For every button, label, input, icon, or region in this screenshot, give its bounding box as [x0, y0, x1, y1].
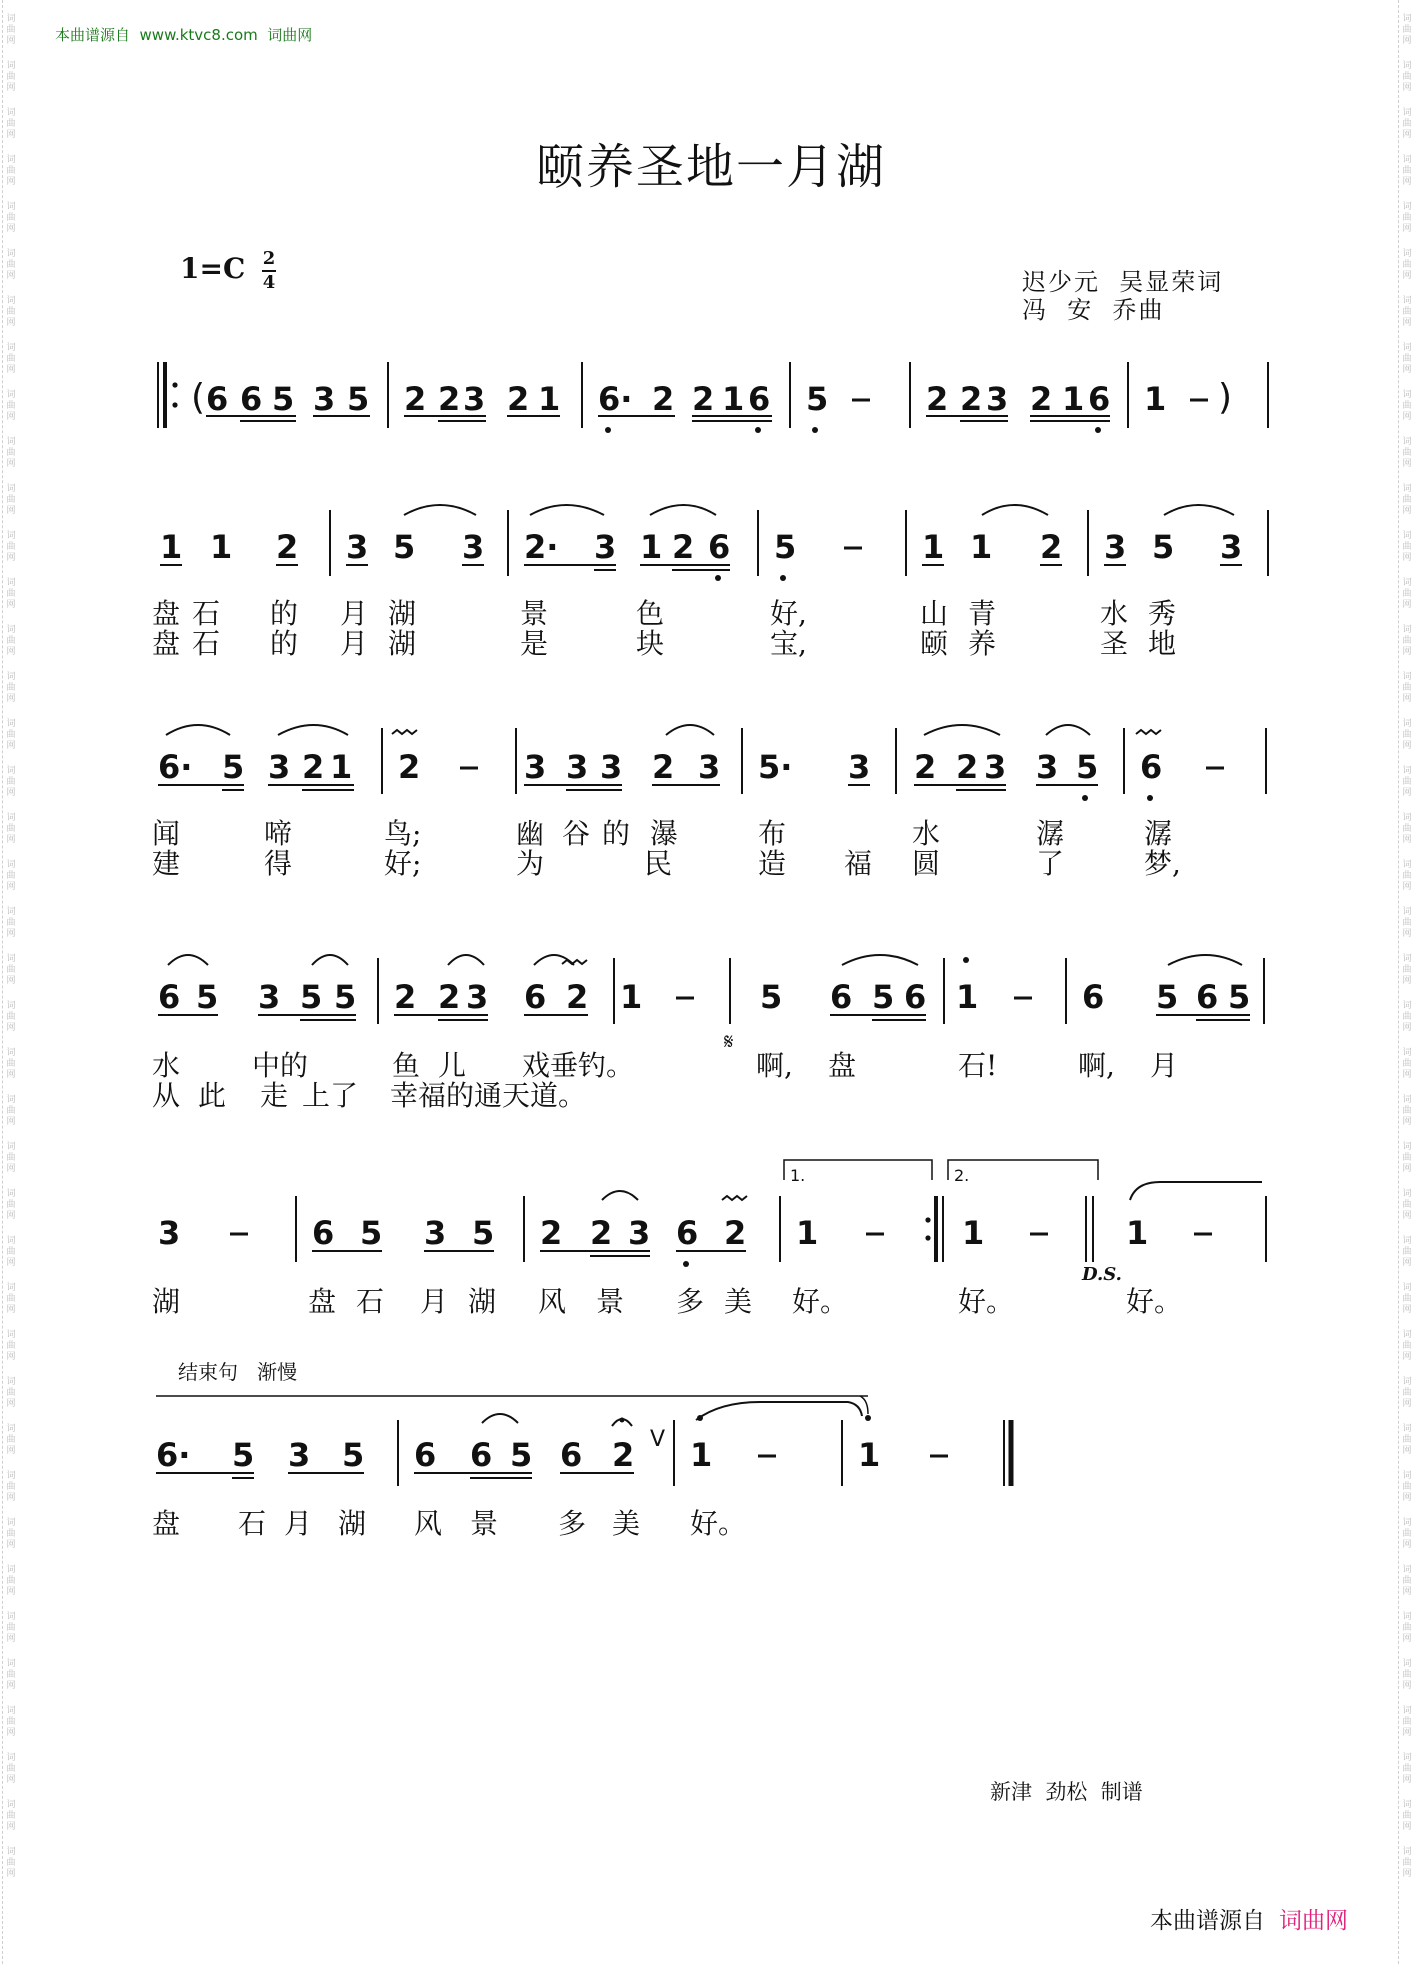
- lyric: 梦,: [1144, 847, 1181, 880]
- source-footer: [1150, 1902, 1348, 1935]
- watermark-text: 词曲网: [6, 1424, 16, 1456]
- lyric: 景: [470, 1507, 499, 1540]
- watermark-text: 词曲网: [6, 1753, 16, 1785]
- lyric: 风: [538, 1285, 567, 1318]
- watermark-text: 词曲网: [6, 578, 16, 610]
- svg-text:1: 1: [160, 528, 183, 566]
- lyric: 月: [340, 627, 369, 660]
- composer-credit: 冯 安 乔曲: [1022, 296, 1165, 324]
- svg-text:5: 5: [300, 978, 323, 1016]
- watermark-text: 词曲网: [1402, 155, 1412, 187]
- svg-text:2: 2: [914, 748, 937, 786]
- svg-text:1: 1: [330, 748, 353, 786]
- lyric: 幸福的通天道。: [390, 1079, 587, 1112]
- watermark-text: 词曲网: [1402, 1706, 1412, 1738]
- lyric: 造: [758, 847, 787, 880]
- svg-text:5: 5: [393, 528, 416, 566]
- svg-text:1: 1: [1126, 1214, 1149, 1252]
- watermark-text: 词曲网: [6, 1236, 16, 1268]
- watermark-text: 词曲网: [6, 672, 16, 704]
- svg-text:2: 2: [960, 380, 983, 418]
- lyric: 水: [152, 1049, 181, 1082]
- watermark-text: 词曲网: [6, 155, 16, 187]
- svg-text:2: 2: [724, 1214, 747, 1252]
- lyric: 闻: [152, 817, 181, 850]
- svg-text:3: 3: [848, 748, 871, 786]
- lyric: 是: [520, 627, 549, 660]
- watermark-text: 词曲网: [6, 531, 16, 563]
- watermark-text: 词曲网: [6, 1283, 16, 1315]
- lyric: 的: [602, 817, 631, 850]
- key-signature: 1=C: [180, 252, 246, 285]
- watermark-text: 词曲网: [1402, 202, 1412, 234]
- svg-text:2: 2: [692, 380, 715, 418]
- watermark-text: 词曲网: [1402, 1189, 1412, 1221]
- svg-text:1: 1: [970, 528, 993, 566]
- watermark-text: 词曲网: [6, 108, 16, 140]
- lyric: 福: [844, 847, 873, 880]
- lyric: 湖: [388, 597, 417, 630]
- score-line-1: [158, 362, 1268, 433]
- score-line-6: [156, 1396, 1011, 1486]
- svg-text:5: 5: [806, 380, 829, 418]
- svg-text:2: 2: [1030, 380, 1053, 418]
- lyric: 盘: [828, 1049, 857, 1082]
- svg-text:5: 5: [1152, 528, 1175, 566]
- watermark-text: 词曲网: [1402, 672, 1412, 704]
- watermark-text: 词曲网: [1402, 625, 1412, 657]
- watermark-text: 词曲网: [1402, 954, 1412, 986]
- score-line-4: [158, 955, 1264, 1024]
- page-title: 颐养圣地一月湖: [535, 139, 886, 195]
- source-header: 本曲谱源自 www.ktvc8.com 词曲网: [55, 26, 313, 44]
- watermark-text: 词曲网: [6, 1706, 16, 1738]
- lyric: 湖: [152, 1285, 181, 1318]
- svg-text:1: 1: [1144, 380, 1167, 418]
- lyric: 好。: [792, 1285, 849, 1318]
- lyric: 盘: [308, 1285, 337, 1318]
- watermark-text: 词曲网: [1402, 343, 1412, 375]
- svg-text:1: 1: [210, 528, 233, 566]
- lyric: 了: [1036, 847, 1065, 880]
- lyric: 好,: [770, 597, 807, 630]
- score-line-5: [158, 1160, 1266, 1267]
- watermark-text: 词曲网: [6, 1565, 16, 1597]
- lyric: 盘: [152, 1507, 181, 1540]
- watermark-text: 词曲网: [6, 766, 16, 798]
- svg-text:1: 1: [640, 528, 663, 566]
- svg-text:2·: 2·: [524, 528, 559, 566]
- svg-text:3: 3: [158, 1214, 181, 1252]
- source-footer-site[interactable]: 词曲网: [1279, 1908, 1348, 1934]
- svg-text:(: (: [191, 377, 206, 418]
- lyric: 鱼: [392, 1049, 421, 1082]
- watermark-text: 词曲网: [1402, 1659, 1412, 1691]
- svg-text:1: 1: [858, 1436, 881, 1474]
- lyric: 儿: [438, 1049, 467, 1082]
- svg-text:6: 6: [1140, 748, 1163, 786]
- lyric: 戏垂钓。: [522, 1049, 635, 1082]
- watermark-text: 词曲网: [6, 625, 16, 657]
- lyric: 谷: [562, 817, 591, 850]
- svg-text:3: 3: [346, 528, 369, 566]
- svg-text:3: 3: [466, 978, 489, 1016]
- svg-text:3: 3: [462, 528, 485, 566]
- lyric: 走: [260, 1079, 289, 1112]
- svg-text:3: 3: [1036, 748, 1059, 786]
- lyric: 美: [612, 1507, 641, 1540]
- lyric: 宝,: [770, 627, 807, 660]
- svg-text:2: 2: [612, 1436, 635, 1474]
- svg-text:3: 3: [986, 380, 1009, 418]
- svg-text:3: 3: [1104, 528, 1127, 566]
- lyric: 湖: [338, 1507, 367, 1540]
- lyric: 山: [920, 597, 949, 630]
- svg-text:5: 5: [360, 1214, 383, 1252]
- lyric: 潺: [1144, 817, 1173, 850]
- svg-text:6: 6: [414, 1436, 437, 1474]
- svg-text:6: 6: [524, 978, 547, 1016]
- watermark-text: 词曲网: [6, 1612, 16, 1644]
- lyric: 鸟;: [384, 817, 422, 850]
- svg-text:5: 5: [347, 380, 370, 418]
- lyric: 啊,: [1078, 1049, 1115, 1082]
- svg-text:6·: 6·: [158, 748, 193, 786]
- svg-text:5: 5: [1156, 978, 1179, 1016]
- lyric: 好。: [690, 1507, 747, 1540]
- lyric: 颐: [920, 627, 949, 660]
- lyric: 地: [1148, 627, 1177, 660]
- watermark-text: 词曲网: [6, 1189, 16, 1221]
- svg-text:2: 2: [590, 1214, 613, 1252]
- lyric: 幽: [516, 817, 545, 850]
- svg-text:5: 5: [510, 1436, 533, 1474]
- lyric: 民: [644, 847, 673, 880]
- lyric: 块: [636, 627, 665, 660]
- arranger-credit: 新津 劲松 制谱: [990, 1780, 1143, 1804]
- svg-text:1: 1: [620, 978, 643, 1016]
- second-ending-label: 2.: [954, 1166, 970, 1185]
- lyric: 好。: [1126, 1285, 1183, 1318]
- lyric: 水: [1100, 597, 1129, 630]
- svg-text:5: 5: [342, 1436, 365, 1474]
- svg-text:6·: 6·: [156, 1436, 191, 1474]
- lyric: 月: [340, 597, 369, 630]
- watermark-text: 词曲网: [1402, 860, 1412, 892]
- lyricist-credit: 迟少元 吴显荣词: [1022, 268, 1224, 296]
- lyric: 盘: [152, 627, 181, 660]
- svg-text:2: 2: [652, 380, 675, 418]
- lyric: 石: [192, 597, 221, 630]
- svg-text:3: 3: [594, 528, 617, 566]
- lyric: 风: [414, 1507, 443, 1540]
- svg-text:2: 2: [394, 978, 417, 1016]
- svg-text:3: 3: [424, 1214, 447, 1252]
- watermark-text: 词曲网: [1402, 390, 1412, 422]
- watermark-text: 词曲网: [6, 437, 16, 469]
- watermark-text: 词曲网: [1402, 1518, 1412, 1550]
- svg-text:5: 5: [196, 978, 219, 1016]
- watermark-text: 词曲网: [6, 61, 16, 93]
- svg-text:6: 6: [904, 978, 927, 1016]
- lyric: 色: [636, 597, 665, 630]
- watermark-text: 词曲网: [6, 1048, 16, 1080]
- watermark-text: 词曲网: [6, 1142, 16, 1174]
- watermark-text: 词曲网: [1402, 578, 1412, 610]
- watermark-text: 词曲网: [1402, 1565, 1412, 1597]
- watermark-text: 词曲网: [1402, 484, 1412, 516]
- svg-text:3: 3: [313, 380, 336, 418]
- svg-text:2: 2: [566, 978, 589, 1016]
- svg-text:1: 1: [722, 380, 745, 418]
- svg-text:2: 2: [276, 528, 299, 566]
- svg-text:6: 6: [206, 380, 229, 418]
- lyric: 从: [152, 1079, 181, 1112]
- watermark-text: 词曲网: [1402, 719, 1412, 751]
- svg-text:2: 2: [398, 748, 421, 786]
- watermark-text: 词曲网: [6, 249, 16, 281]
- lyric: 月: [420, 1285, 449, 1318]
- watermark-text: 词曲网: [1402, 1330, 1412, 1362]
- svg-text:5: 5: [334, 978, 357, 1016]
- svg-text:6: 6: [830, 978, 853, 1016]
- watermark-text: 词曲网: [1402, 1612, 1412, 1644]
- lyric: 圆: [912, 847, 941, 880]
- watermark-text: 词曲网: [6, 1330, 16, 1362]
- svg-text:5: 5: [222, 748, 245, 786]
- svg-text:3: 3: [524, 748, 547, 786]
- svg-text:3: 3: [268, 748, 291, 786]
- lyric: 布: [758, 817, 787, 850]
- svg-text:5: 5: [760, 978, 783, 1016]
- watermark-text: 词曲网: [1402, 296, 1412, 328]
- lyric: 为: [516, 847, 545, 880]
- watermark-text: 词曲网: [6, 860, 16, 892]
- svg-text:2: 2: [438, 380, 461, 418]
- watermark-text: 词曲网: [1402, 14, 1412, 46]
- watermark-text: 词曲网: [6, 484, 16, 516]
- lyric: 石: [356, 1285, 385, 1318]
- watermark-text: 词曲网: [1402, 1236, 1412, 1268]
- svg-text:5: 5: [232, 1436, 255, 1474]
- watermark-text: 词曲网: [6, 1518, 16, 1550]
- svg-text:2: 2: [438, 978, 461, 1016]
- lyric: 多: [676, 1285, 705, 1318]
- svg-text:6·: 6·: [598, 380, 633, 418]
- svg-text:2: 2: [672, 528, 695, 566]
- watermark-text: 词曲网: [6, 202, 16, 234]
- lyric: 好;: [384, 847, 422, 880]
- lyric: 啊,: [756, 1049, 793, 1082]
- dal-segno-mark: D.S.: [1082, 1264, 1122, 1285]
- lyric: 建: [152, 847, 181, 880]
- svg-text:5: 5: [1076, 748, 1099, 786]
- watermark-text: 词曲网: [1402, 1142, 1412, 1174]
- score-line-3: [158, 725, 1266, 801]
- svg-text:3: 3: [463, 380, 486, 418]
- svg-text:5: 5: [472, 1214, 495, 1252]
- svg-text:6: 6: [312, 1214, 335, 1252]
- svg-text:2: 2: [956, 748, 979, 786]
- svg-text:5: 5: [774, 528, 797, 566]
- svg-text:3: 3: [600, 748, 623, 786]
- watermark-text: 词曲网: [6, 1377, 16, 1409]
- lyric: 湖: [468, 1285, 497, 1318]
- svg-text:1: 1: [922, 528, 945, 566]
- watermark-text: 词曲网: [1402, 766, 1412, 798]
- svg-text:3: 3: [698, 748, 721, 786]
- svg-text:6: 6: [240, 380, 263, 418]
- source-footer-label: 本曲谱源自: [1150, 1908, 1265, 1934]
- watermark-text: 词曲网: [1402, 1048, 1412, 1080]
- svg-text:6: 6: [470, 1436, 493, 1474]
- watermark-text: 词曲网: [6, 14, 16, 46]
- watermark-text: 词曲网: [1402, 907, 1412, 939]
- lyric: 的: [270, 597, 299, 630]
- lyric: 湖: [388, 627, 417, 660]
- svg-text:6: 6: [708, 528, 731, 566]
- time-bottom: 4: [262, 272, 276, 293]
- first-ending-label: 1.: [790, 1166, 806, 1185]
- lyric: 瀑: [650, 817, 679, 850]
- lyric: 石: [238, 1507, 267, 1540]
- svg-text:3: 3: [566, 748, 589, 786]
- watermark-text: 词曲网: [1402, 249, 1412, 281]
- svg-text:2: 2: [302, 748, 325, 786]
- watermark-text: 词曲网: [1402, 61, 1412, 93]
- svg-text:3: 3: [288, 1436, 311, 1474]
- svg-text:6: 6: [1082, 978, 1105, 1016]
- svg-text:2: 2: [652, 748, 675, 786]
- svg-text:1: 1: [538, 380, 561, 418]
- svg-text:2: 2: [540, 1214, 563, 1252]
- svg-text:6: 6: [560, 1436, 583, 1474]
- lyric: 秀: [1148, 597, 1177, 630]
- svg-text:6: 6: [158, 978, 181, 1016]
- lyric: 月: [284, 1507, 313, 1540]
- svg-text:6: 6: [676, 1214, 699, 1252]
- watermark-text: 词曲网: [6, 907, 16, 939]
- svg-text:3: 3: [628, 1214, 651, 1252]
- svg-text:2: 2: [507, 380, 530, 418]
- svg-text:V: V: [650, 1427, 666, 1452]
- lyric: 水: [912, 817, 941, 850]
- svg-text:): ): [1218, 377, 1233, 418]
- watermark-text: 词曲网: [1402, 1847, 1412, 1879]
- lyric: 月: [1150, 1049, 1179, 1082]
- svg-text:6: 6: [1196, 978, 1219, 1016]
- watermark-text: 词曲网: [6, 719, 16, 751]
- watermark-text: 词曲网: [1402, 1424, 1412, 1456]
- lyric: 美: [724, 1285, 753, 1318]
- watermark-text: 词曲网: [1402, 1283, 1412, 1315]
- svg-text:2: 2: [1040, 528, 1063, 566]
- lyric: 石: [192, 627, 221, 660]
- watermark-text: 词曲网: [1402, 437, 1412, 469]
- svg-text:6: 6: [748, 380, 771, 418]
- svg-text:3: 3: [1220, 528, 1243, 566]
- svg-text:1: 1: [962, 1214, 985, 1252]
- lyric: 啼: [264, 817, 293, 850]
- lyric: 此: [198, 1079, 227, 1112]
- lyric: 多: [558, 1507, 587, 1540]
- watermark-text: 词曲网: [6, 343, 16, 375]
- segno-sign: 𝄋: [724, 1030, 734, 1055]
- svg-text:5: 5: [272, 380, 295, 418]
- watermark-text: 词曲网: [6, 296, 16, 328]
- watermark-text: 词曲网: [6, 813, 16, 845]
- lyric: 景: [520, 597, 549, 630]
- watermark-text: 词曲网: [6, 1800, 16, 1832]
- watermark-text: 词曲网: [1402, 108, 1412, 140]
- watermark-text: 词曲网: [6, 390, 16, 422]
- svg-text:3: 3: [984, 748, 1007, 786]
- svg-text:1: 1: [1062, 380, 1085, 418]
- watermark-text: 词曲网: [6, 1471, 16, 1503]
- watermark-text: 词曲网: [1402, 1753, 1412, 1785]
- watermark-text: 词曲网: [1402, 813, 1412, 845]
- svg-text:1: 1: [690, 1436, 713, 1474]
- watermark-text: 词曲网: [6, 1659, 16, 1691]
- lyric: 上了: [302, 1079, 359, 1112]
- watermark-text: 词曲网: [1402, 1001, 1412, 1033]
- lyric: 的: [270, 627, 299, 660]
- watermark-text: 词曲网: [1402, 1800, 1412, 1832]
- watermark-text: 词曲网: [6, 1001, 16, 1033]
- lyric: 圣: [1100, 627, 1129, 660]
- score-line-2: [160, 505, 1268, 581]
- svg-text:1: 1: [956, 978, 979, 1016]
- svg-text:2: 2: [404, 380, 427, 418]
- svg-text:1: 1: [796, 1214, 819, 1252]
- watermark-text: 词曲网: [1402, 1095, 1412, 1127]
- watermark-text: 词曲网: [6, 1847, 16, 1879]
- svg-text:6: 6: [1088, 380, 1111, 418]
- svg-text:5: 5: [1228, 978, 1251, 1016]
- lyric: 得: [264, 847, 293, 880]
- watermark-text: 词曲网: [1402, 531, 1412, 563]
- lyric: 青: [968, 597, 997, 630]
- lyric: 盘: [152, 597, 181, 630]
- lyric: 好。: [958, 1285, 1015, 1318]
- watermark-text: 词曲网: [6, 1095, 16, 1127]
- lyric: 养: [968, 627, 997, 660]
- lyric: 潺: [1036, 817, 1065, 850]
- watermark-text: 词曲网: [1402, 1471, 1412, 1503]
- lyric: 中的: [252, 1049, 309, 1082]
- svg-text:5: 5: [872, 978, 895, 1016]
- svg-text:5·: 5·: [758, 748, 793, 786]
- lyric: 石!: [958, 1049, 998, 1082]
- time-top: 2: [262, 248, 276, 269]
- ending-note: 结束句 渐慢: [178, 1360, 298, 1384]
- svg-text:2: 2: [926, 380, 949, 418]
- lyric: 景: [596, 1285, 625, 1318]
- watermark-text: 词曲网: [1402, 1377, 1412, 1409]
- watermark-text: 词曲网: [6, 954, 16, 986]
- svg-text:3: 3: [258, 978, 281, 1016]
